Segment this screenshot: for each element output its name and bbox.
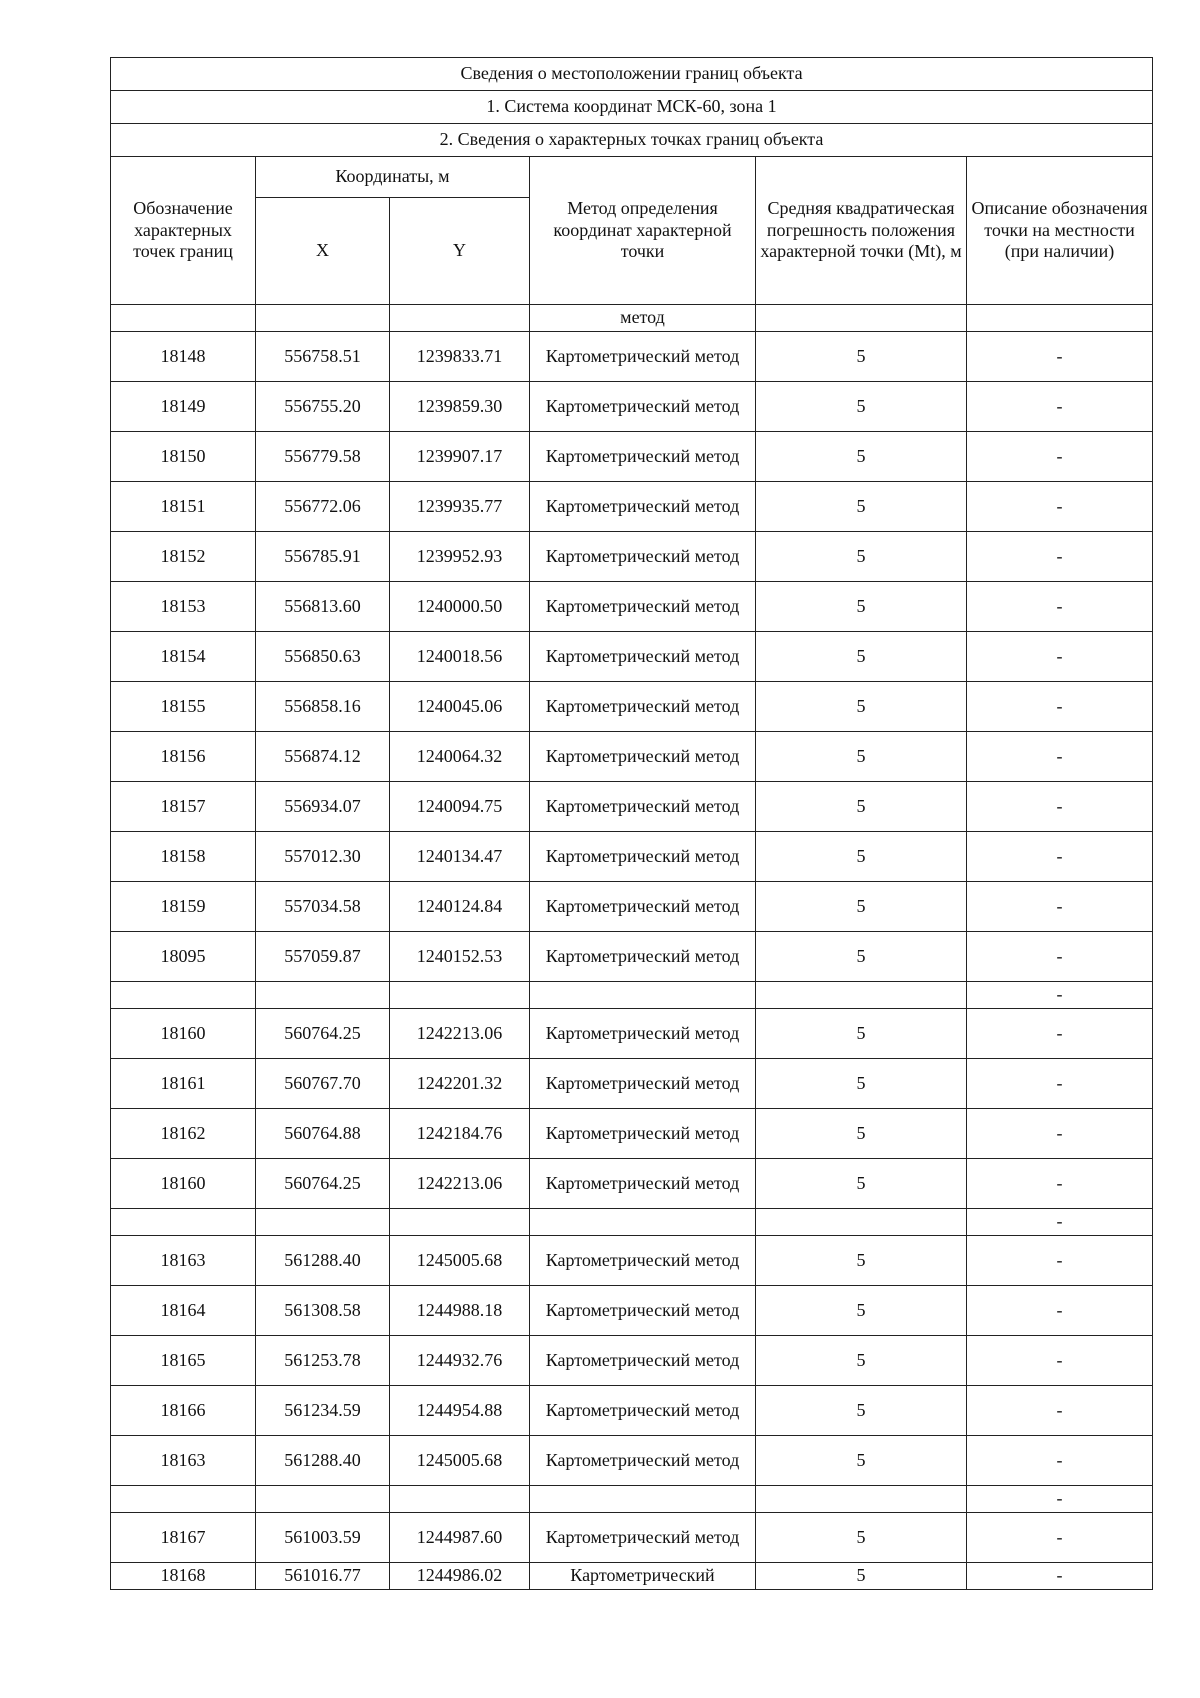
column-header-coordinates: Координаты, м bbox=[256, 157, 530, 198]
cell-error: 5 bbox=[756, 1336, 967, 1386]
table-title: Сведения о местоположении границ объекта bbox=[111, 58, 1153, 91]
coordinate-system: 1. Система координат МСК-60, зона 1 bbox=[111, 91, 1153, 124]
section-row bbox=[111, 124, 1153, 157]
separator-row bbox=[111, 1209, 1153, 1236]
coordinate-system-row bbox=[111, 91, 1153, 124]
cell-y bbox=[390, 305, 530, 332]
cell-error: 5 bbox=[756, 1009, 967, 1059]
cell-method: Картометрический метод bbox=[530, 1109, 756, 1159]
cell-y: 1239859.30 bbox=[390, 382, 530, 432]
cell-error: 5 bbox=[756, 1436, 967, 1486]
cell-y: 1242184.76 bbox=[390, 1109, 530, 1159]
cell-method: Картометрический метод bbox=[530, 582, 756, 632]
cell-description: - bbox=[967, 832, 1153, 882]
cell-y: 1239833.71 bbox=[390, 332, 530, 382]
cell-x: 561003.59 bbox=[256, 1513, 390, 1563]
cell-x: 561253.78 bbox=[256, 1336, 390, 1386]
cell-description: - bbox=[967, 1386, 1153, 1436]
cell-x: 556874.12 bbox=[256, 732, 390, 782]
table-row bbox=[111, 482, 1153, 532]
cell-point: 18160 bbox=[111, 1009, 256, 1059]
cell-point: 18165 bbox=[111, 1336, 256, 1386]
cell-method: Картометрический метод bbox=[530, 832, 756, 882]
cell-point: 18153 bbox=[111, 582, 256, 632]
cell-description: - bbox=[967, 1436, 1153, 1486]
cell-error: 5 bbox=[756, 932, 967, 982]
cell-y: 1245005.68 bbox=[390, 1236, 530, 1286]
continuation-row bbox=[111, 305, 1153, 332]
cell-description: - bbox=[967, 382, 1153, 432]
cell-method: Картометрический метод bbox=[530, 1236, 756, 1286]
cell-x: 557034.58 bbox=[256, 882, 390, 932]
table-row bbox=[111, 1386, 1153, 1436]
cell-description: - bbox=[967, 482, 1153, 532]
cell-x: 556813.60 bbox=[256, 582, 390, 632]
cell-error: 5 bbox=[756, 832, 967, 882]
cell-method bbox=[530, 982, 756, 1009]
cell-point: 18158 bbox=[111, 832, 256, 882]
column-header-method: Метод определения координат характерной точки bbox=[530, 157, 756, 305]
cell-error: 5 bbox=[756, 1159, 967, 1209]
cell-point: 18095 bbox=[111, 932, 256, 982]
cell-error: 5 bbox=[756, 682, 967, 732]
cell-method: Картометрический метод bbox=[530, 1513, 756, 1563]
cell-x: 561288.40 bbox=[256, 1236, 390, 1286]
cell-description: - bbox=[967, 1109, 1153, 1159]
cell-y: 1242213.06 bbox=[390, 1159, 530, 1209]
cell-x: 556772.06 bbox=[256, 482, 390, 532]
cell-x bbox=[256, 1209, 390, 1236]
table-row bbox=[111, 632, 1153, 682]
cell-error: 5 bbox=[756, 1109, 967, 1159]
cell-point: 18155 bbox=[111, 682, 256, 732]
table-row bbox=[111, 382, 1153, 432]
cell-method: Картометрический метод bbox=[530, 432, 756, 482]
cell-error bbox=[756, 1486, 967, 1513]
cell-description: - bbox=[967, 1209, 1153, 1236]
cell-point bbox=[111, 1209, 256, 1236]
cell-point: 18156 bbox=[111, 732, 256, 782]
cell-point: 18160 bbox=[111, 1159, 256, 1209]
cell-x: 557059.87 bbox=[256, 932, 390, 982]
cell-y bbox=[390, 1209, 530, 1236]
cell-y: 1244932.76 bbox=[390, 1336, 530, 1386]
cell-y: 1240124.84 bbox=[390, 882, 530, 932]
column-header-description: Описание обозначения точки на местности (при наличии) bbox=[967, 157, 1153, 305]
cell-error: 5 bbox=[756, 1513, 967, 1563]
cell-description: - bbox=[967, 582, 1153, 632]
cell-method: Картометрический метод bbox=[530, 1336, 756, 1386]
cell-x: 557012.30 bbox=[256, 832, 390, 882]
cell-method: Картометрический метод bbox=[530, 682, 756, 732]
table-row bbox=[111, 1513, 1153, 1563]
table-row bbox=[111, 1286, 1153, 1336]
cell-point: 18157 bbox=[111, 782, 256, 832]
cell-method: Картометрический метод bbox=[530, 632, 756, 682]
cell-description bbox=[967, 305, 1153, 332]
cell-description: - bbox=[967, 1059, 1153, 1109]
title-row bbox=[111, 58, 1153, 91]
table-row bbox=[111, 332, 1153, 382]
cell-y: 1239952.93 bbox=[390, 532, 530, 582]
cell-error: 5 bbox=[756, 582, 967, 632]
table-row bbox=[111, 1059, 1153, 1109]
cell-error: 5 bbox=[756, 432, 967, 482]
separator-row bbox=[111, 1486, 1153, 1513]
cell-x: 560764.25 bbox=[256, 1159, 390, 1209]
cell-description: - bbox=[967, 1236, 1153, 1286]
cell-x: 556934.07 bbox=[256, 782, 390, 832]
cell-y: 1240094.75 bbox=[390, 782, 530, 832]
cell-error: 5 bbox=[756, 1236, 967, 1286]
cell-x: 560767.70 bbox=[256, 1059, 390, 1109]
cell-error: 5 bbox=[756, 1059, 967, 1109]
table-row bbox=[111, 532, 1153, 582]
cell-method: Картометрический метод bbox=[530, 482, 756, 532]
table-row-last bbox=[111, 1563, 1153, 1590]
cell-method: Картометрический метод bbox=[530, 1436, 756, 1486]
cell-error: 5 bbox=[756, 482, 967, 532]
cell-y: 1240018.56 bbox=[390, 632, 530, 682]
cell-x: 556785.91 bbox=[256, 532, 390, 582]
cell-x: 556758.51 bbox=[256, 332, 390, 382]
cell-method: Картометрический метод bbox=[530, 382, 756, 432]
boundary-points-table bbox=[110, 57, 1153, 1590]
column-header-y: Y bbox=[390, 198, 530, 305]
cell-point: 18149 bbox=[111, 382, 256, 432]
cell-y: 1240045.06 bbox=[390, 682, 530, 732]
cell-description: - bbox=[967, 1486, 1153, 1513]
cell-description: - bbox=[967, 1009, 1153, 1059]
cell-method: Картометрический метод bbox=[530, 932, 756, 982]
cell-x: 556779.58 bbox=[256, 432, 390, 482]
cell-error: 5 bbox=[756, 1563, 967, 1590]
cell-point: 18164 bbox=[111, 1286, 256, 1336]
cell-method: Картометрический метод bbox=[530, 332, 756, 382]
cell-point: 18152 bbox=[111, 532, 256, 582]
cell-method: метод bbox=[530, 305, 756, 332]
column-header-error: Средняя квадратическая погрешность положения характерной точки (Mt), м bbox=[756, 157, 967, 305]
cell-error: 5 bbox=[756, 382, 967, 432]
cell-y bbox=[390, 982, 530, 1009]
cell-y: 1244988.18 bbox=[390, 1286, 530, 1336]
cell-description: - bbox=[967, 882, 1153, 932]
cell-y: 1240152.53 bbox=[390, 932, 530, 982]
cell-point bbox=[111, 305, 256, 332]
cell-description: - bbox=[967, 532, 1153, 582]
table-row bbox=[111, 1109, 1153, 1159]
cell-y: 1240064.32 bbox=[390, 732, 530, 782]
table-row bbox=[111, 832, 1153, 882]
cell-method: Картометрический метод bbox=[530, 782, 756, 832]
table-row bbox=[111, 1336, 1153, 1386]
cell-point: 18161 bbox=[111, 1059, 256, 1109]
cell-description: - bbox=[967, 432, 1153, 482]
table-row bbox=[111, 932, 1153, 982]
cell-point bbox=[111, 1486, 256, 1513]
cell-x: 561234.59 bbox=[256, 1386, 390, 1436]
cell-method bbox=[530, 1486, 756, 1513]
table-body bbox=[111, 58, 1153, 1590]
cell-x: 556755.20 bbox=[256, 382, 390, 432]
cell-point: 18166 bbox=[111, 1386, 256, 1436]
cell-x bbox=[256, 982, 390, 1009]
section-title: 2. Сведения о характерных точках границ объекта bbox=[111, 124, 1153, 157]
cell-error bbox=[756, 305, 967, 332]
cell-point: 18154 bbox=[111, 632, 256, 682]
table-row bbox=[111, 1159, 1153, 1209]
cell-description: - bbox=[967, 332, 1153, 382]
cell-description: - bbox=[967, 1286, 1153, 1336]
cell-y: 1244986.02 bbox=[390, 1563, 530, 1590]
cell-x: 560764.25 bbox=[256, 1009, 390, 1059]
cell-method: Картометрический метод bbox=[530, 1159, 756, 1209]
table-row bbox=[111, 432, 1153, 482]
cell-y: 1244987.60 bbox=[390, 1513, 530, 1563]
cell-x: 556850.63 bbox=[256, 632, 390, 682]
cell-description: - bbox=[967, 732, 1153, 782]
cell-error: 5 bbox=[756, 882, 967, 932]
cell-point: 18150 bbox=[111, 432, 256, 482]
cell-description: - bbox=[967, 1159, 1153, 1209]
cell-description: - bbox=[967, 682, 1153, 732]
cell-point: 18167 bbox=[111, 1513, 256, 1563]
table-row bbox=[111, 1009, 1153, 1059]
header-row-1 bbox=[111, 157, 1153, 198]
cell-method: Картометрический метод bbox=[530, 1286, 756, 1336]
cell-point: 18159 bbox=[111, 882, 256, 932]
cell-x: 561308.58 bbox=[256, 1286, 390, 1336]
cell-x bbox=[256, 305, 390, 332]
cell-error: 5 bbox=[756, 532, 967, 582]
cell-y: 1242213.06 bbox=[390, 1009, 530, 1059]
cell-description: - bbox=[967, 632, 1153, 682]
table-row bbox=[111, 882, 1153, 932]
table-row bbox=[111, 1436, 1153, 1486]
cell-point: 18168 bbox=[111, 1563, 256, 1590]
table-row bbox=[111, 782, 1153, 832]
cell-y: 1242201.32 bbox=[390, 1059, 530, 1109]
cell-method bbox=[530, 1209, 756, 1236]
cell-description: - bbox=[967, 782, 1153, 832]
table-row bbox=[111, 732, 1153, 782]
cell-error bbox=[756, 1209, 967, 1236]
cell-error bbox=[756, 982, 967, 1009]
cell-error: 5 bbox=[756, 782, 967, 832]
cell-y bbox=[390, 1486, 530, 1513]
cell-method: Картометрический метод bbox=[530, 532, 756, 582]
cell-x bbox=[256, 1486, 390, 1513]
cell-point: 18151 bbox=[111, 482, 256, 532]
cell-method: Картометрический метод bbox=[530, 882, 756, 932]
table-row bbox=[111, 1236, 1153, 1286]
separator-row bbox=[111, 982, 1153, 1009]
cell-description: - bbox=[967, 1336, 1153, 1386]
cell-error: 5 bbox=[756, 332, 967, 382]
cell-point: 18163 bbox=[111, 1436, 256, 1486]
cell-method: Картометрический bbox=[530, 1563, 756, 1590]
cell-y: 1240000.50 bbox=[390, 582, 530, 632]
cell-description: - bbox=[967, 1513, 1153, 1563]
cell-point: 18163 bbox=[111, 1236, 256, 1286]
cell-x: 561288.40 bbox=[256, 1436, 390, 1486]
cell-point bbox=[111, 982, 256, 1009]
cell-point: 18148 bbox=[111, 332, 256, 382]
cell-error: 5 bbox=[756, 1286, 967, 1336]
cell-method: Картометрический метод bbox=[530, 1059, 756, 1109]
cell-x: 556858.16 bbox=[256, 682, 390, 732]
cell-method: Картометрический метод bbox=[530, 732, 756, 782]
cell-y: 1245005.68 bbox=[390, 1436, 530, 1486]
cell-y: 1240134.47 bbox=[390, 832, 530, 882]
column-header-point: Обозначение характерных точек границ bbox=[111, 157, 256, 305]
cell-description: - bbox=[967, 982, 1153, 1009]
cell-x: 560764.88 bbox=[256, 1109, 390, 1159]
cell-y: 1239935.77 bbox=[390, 482, 530, 532]
cell-description: - bbox=[967, 1563, 1153, 1590]
cell-description: - bbox=[967, 932, 1153, 982]
column-header-x: X bbox=[256, 198, 390, 305]
cell-point: 18162 bbox=[111, 1109, 256, 1159]
cell-error: 5 bbox=[756, 632, 967, 682]
cell-y: 1239907.17 bbox=[390, 432, 530, 482]
cell-x: 561016.77 bbox=[256, 1563, 390, 1590]
cell-method: Картометрический метод bbox=[530, 1009, 756, 1059]
table-row bbox=[111, 582, 1153, 632]
cell-error: 5 bbox=[756, 1386, 967, 1436]
cell-y: 1244954.88 bbox=[390, 1386, 530, 1436]
cell-error: 5 bbox=[756, 732, 967, 782]
table-row bbox=[111, 682, 1153, 732]
cell-method: Картометрический метод bbox=[530, 1386, 756, 1436]
